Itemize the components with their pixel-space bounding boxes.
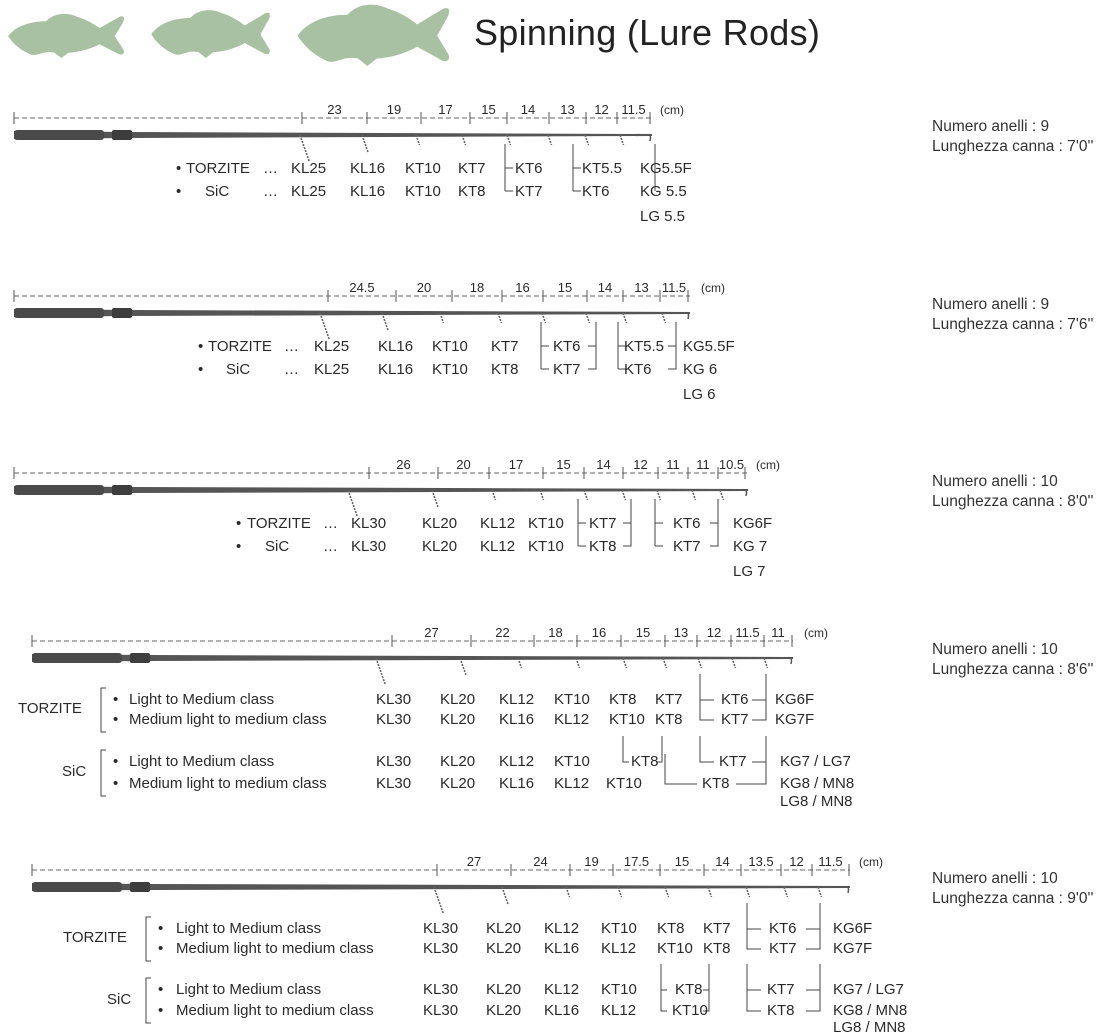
guide-spacing-label: 11: [771, 625, 785, 640]
guide-cell: KL16: [378, 338, 414, 355]
guide-cell: KT8: [631, 753, 659, 770]
guide-spacing-label: 15: [674, 854, 690, 869]
rod-guide: [348, 490, 357, 516]
guide-cell: KL30: [423, 920, 459, 937]
rings-count: Numero anelli : 10: [932, 473, 1058, 490]
bullet: •: [113, 753, 119, 770]
guide-cell: KT8: [589, 538, 617, 555]
rod-guide: [362, 135, 368, 153]
bracket-line: [710, 499, 718, 523]
guide-cell: KT6: [582, 183, 610, 200]
guide-cell: KT8: [458, 183, 486, 200]
guide-cell: KL12: [544, 981, 580, 998]
rod-length: Lunghezza canna : 9'0'': [932, 890, 1094, 907]
guide-cell: KT6: [553, 338, 581, 355]
rod-guide: [708, 887, 712, 897]
guide-cell: KG8 / MN8: [780, 775, 855, 792]
guide-spacing-label: 18: [469, 280, 485, 295]
guide-spacing-label: 19: [386, 102, 402, 117]
rod-guide: [434, 887, 443, 913]
guide-cell: KT7: [589, 515, 617, 532]
bracket-line: [703, 964, 709, 990]
guide-cell: KL20: [486, 940, 522, 957]
page-title: Spinning (Lure Rods): [474, 12, 821, 53]
guide-cell: KT10: [554, 691, 590, 708]
guide-spacing-label: 17: [508, 457, 524, 472]
guide-cell: KT8: [609, 691, 637, 708]
guide-cell: KL20: [440, 753, 476, 770]
bracket-line: [505, 144, 513, 168]
bracket-line: [655, 499, 663, 523]
ellipsis: …: [284, 361, 299, 378]
class-label: Medium light to medium class: [129, 775, 327, 792]
bullet: •: [158, 1002, 164, 1019]
rod-guide: [732, 658, 736, 668]
guide-spacing-label: 14: [715, 854, 730, 869]
guide-cell: KT10: [657, 940, 693, 957]
guide-cell: KL30: [376, 711, 412, 728]
bracket-line: [623, 499, 631, 523]
class-label: Light to Medium class: [176, 920, 322, 937]
guide-cell: KL16: [499, 711, 535, 728]
material-torzite: TORZITE: [63, 929, 127, 946]
guide-cell: KL20: [486, 981, 522, 998]
guide-cell: KG6F: [733, 515, 773, 532]
rod-diagram: [14, 112, 652, 161]
rod-guide: [548, 135, 552, 145]
guide-cell: KT7: [673, 538, 701, 555]
bracket-line: [661, 964, 667, 990]
guide-cell: KT8: [491, 361, 519, 378]
material-sic: SiC: [62, 763, 87, 780]
class-label: Medium light to medium class: [176, 1002, 374, 1019]
guide-cell: KL30: [351, 538, 387, 555]
rod-guide: [502, 887, 508, 905]
rod-guide: [764, 658, 768, 668]
guide-cell: KL16: [378, 361, 414, 378]
rod-diagram: [14, 467, 748, 516]
guide-cell: KG 5.5: [640, 183, 687, 200]
bullet: •: [113, 691, 119, 708]
guide-cell: KG5.5F: [683, 338, 735, 355]
guide-spacing-label: 26: [396, 457, 411, 472]
guide-spacing-label: 10.5: [718, 457, 745, 472]
bracket-line: [752, 700, 766, 720]
rod-guide: [620, 135, 624, 145]
material-sic: SiC: [265, 538, 290, 555]
bracket-line: [668, 346, 676, 369]
material-torzite: TORZITE: [247, 515, 311, 532]
rod-guide: [460, 658, 466, 676]
bullet: •: [113, 711, 119, 728]
ellipsis: …: [323, 515, 338, 532]
class-label: Medium light to medium class: [176, 940, 374, 957]
guide-cell: KT7: [515, 183, 543, 200]
rod-diagram: [32, 864, 850, 913]
rod-guide: [300, 135, 309, 161]
guide-spacing-label: 12: [789, 854, 804, 869]
bullet: •: [158, 981, 164, 998]
rod-guide: [784, 887, 788, 897]
guide-cell: KT10: [609, 711, 645, 728]
guide-cell: KT10: [672, 1002, 708, 1019]
guide-spacing-label: 27: [424, 625, 439, 640]
rod-handle: [14, 130, 104, 140]
rings-count: Numero anelli : 10: [932, 641, 1058, 658]
class-label: Light to Medium class: [129, 753, 275, 770]
bracket-line: [700, 736, 714, 762]
guide-cell: KL12: [601, 940, 637, 957]
guide-cell: KL30: [376, 775, 412, 792]
bracket-line: [541, 322, 549, 346]
guide-cell: KL30: [423, 1002, 459, 1019]
reel-seat: [112, 308, 132, 318]
guide-cell: KT10: [405, 183, 441, 200]
group-bracket: [146, 917, 151, 961]
unit-label: (cm): [701, 281, 725, 295]
guide-cell: KL25: [291, 183, 327, 200]
guide-cell: KT6: [769, 920, 797, 937]
guide-spacing-label: 23: [327, 102, 342, 117]
rod-diagram: [32, 635, 793, 684]
guide-cell: KT10: [405, 160, 441, 177]
bracket-line: [747, 903, 761, 949]
material-sic: SiC: [205, 183, 230, 200]
rod-guide: [692, 490, 696, 500]
bracket-line: [806, 990, 820, 1011]
guide-spacing-label: 16: [515, 280, 530, 295]
bracket-line: [747, 964, 761, 990]
guide-cell: KT10: [528, 538, 564, 555]
guide-cell: KT8: [703, 940, 731, 957]
guide-cell: KL20: [440, 711, 476, 728]
bracket-line: [578, 499, 586, 523]
rod-guide: [663, 658, 667, 668]
guide-cell: KL20: [422, 538, 458, 555]
material-torzite: TORZITE: [208, 338, 272, 355]
guide-cell: KG7F: [833, 940, 873, 957]
guide-cell: KL12: [499, 753, 535, 770]
guide-cell: KT7: [655, 691, 683, 708]
guide-cell: KT10: [432, 361, 468, 378]
guide-cell: KL30: [376, 753, 412, 770]
guide-cell: KT8: [655, 711, 683, 728]
rod-length: Lunghezza canna : 8'6'': [932, 661, 1094, 678]
bracket-line: [573, 144, 581, 168]
rod-handle: [32, 882, 122, 892]
guide-spacing-label: 24.5: [349, 280, 375, 295]
guide-cell: KT5.5: [624, 338, 665, 355]
rod-guide: [376, 658, 385, 684]
rod-length: Lunghezza canna : 7'6'': [932, 316, 1094, 333]
guide-cell: KT6: [673, 515, 701, 532]
rod-guide: [585, 135, 589, 145]
guide-cell: KT8: [702, 775, 730, 792]
guide-cell: KG8 / MN8: [833, 1002, 908, 1019]
rod-guide: [623, 313, 627, 323]
guide-cell: KL30: [376, 691, 412, 708]
guide-cell: KL12: [554, 711, 590, 728]
guide-spacing-label: 15: [556, 457, 571, 472]
guide-spacing-label: 12: [594, 102, 609, 117]
bracket-line: [710, 523, 718, 546]
guide-spacing-label: 18: [548, 625, 563, 640]
guide-cell: LG 5.5: [640, 208, 686, 225]
rod-handle: [32, 653, 122, 663]
guide-spacing-label: 14: [596, 457, 611, 472]
bullet: •: [236, 538, 242, 555]
rod-guide: [382, 313, 388, 331]
guide-cell: KL12: [544, 920, 580, 937]
group-bracket: [101, 688, 106, 732]
guide-cell: KG5.5F: [640, 160, 692, 177]
guide-cell: KT7: [553, 361, 581, 378]
guide-cell: KT7: [458, 160, 486, 177]
guide-cell: LG 7: [733, 563, 766, 580]
guide-cell: KT7: [719, 753, 747, 770]
rod-guide: [320, 313, 329, 339]
guide-cell: KL25: [314, 338, 350, 355]
guide-spacing-label: 11.5: [621, 102, 646, 117]
ellipsis: …: [323, 538, 338, 555]
unit-label: (cm): [756, 458, 780, 472]
guide-cell: KG6F: [833, 920, 873, 937]
guide-cell: KT10: [554, 753, 590, 770]
group-bracket: [146, 978, 151, 1023]
guide-cell: KT7: [767, 981, 795, 998]
guide-cell: LG8 / MN8: [780, 793, 853, 810]
guide-spacing-label: 22: [495, 625, 510, 640]
rod-guide: [662, 313, 666, 323]
rod-length: Lunghezza canna : 8'0'': [932, 493, 1094, 510]
guide-spacing-label: 11.5: [661, 280, 687, 295]
guide-cell: KT10: [601, 920, 637, 937]
rod-guide: [720, 490, 724, 500]
guide-cell: KL20: [440, 691, 476, 708]
bracket-line: [623, 523, 631, 546]
bracket-line: [752, 674, 766, 700]
rod-guide: [586, 313, 590, 323]
guide-cell: KL16: [544, 1002, 580, 1019]
bullet: •: [176, 183, 182, 200]
bracket-line: [588, 346, 596, 369]
guide-cell: KL12: [601, 1002, 637, 1019]
guide-cell: KL20: [422, 515, 458, 532]
rod-guide: [432, 490, 438, 508]
guide-spacing-label: 17.5: [623, 854, 650, 869]
reel-seat: [112, 485, 132, 495]
material-torzite: TORZITE: [186, 160, 250, 177]
class-label: Light to Medium class: [176, 981, 322, 998]
guide-cell: KL12: [554, 775, 590, 792]
guide-cell: KT6: [515, 160, 543, 177]
guide-cell: KT8: [767, 1002, 795, 1019]
ellipsis: …: [284, 338, 299, 355]
guide-cell: KG 7: [733, 538, 768, 555]
bullet: •: [158, 920, 164, 937]
guide-spacing-label: 11.5: [818, 854, 843, 869]
guide-spacing-label: 14: [597, 280, 613, 295]
guide-cell: KL20: [486, 920, 522, 937]
rod-guide: [698, 658, 702, 668]
bullet: •: [198, 338, 204, 355]
bullet: •: [113, 775, 119, 792]
guide-cell: KT7: [703, 920, 731, 937]
unit-label: (cm): [859, 855, 883, 869]
guide-spacing-label: 12: [633, 457, 648, 472]
unit-label: (cm): [660, 103, 684, 117]
rod-blank: [14, 131, 652, 139]
guide-cell: KT6: [624, 361, 652, 378]
guide-cell: KT10: [601, 981, 637, 998]
bracket-line: [747, 990, 761, 1011]
bracket-line: [806, 929, 820, 949]
rod-diagram: [14, 290, 690, 339]
bracket-line: [588, 322, 596, 346]
guide-spacing-label: 16: [591, 625, 607, 640]
ellipsis: …: [263, 160, 278, 177]
guide-spacing-label: 11: [696, 457, 710, 472]
guide-cell: KT7: [491, 338, 519, 355]
bullet: •: [158, 940, 164, 957]
guide-cell: KT10: [606, 775, 642, 792]
guide-cell: KL16: [499, 775, 535, 792]
rings-count: Numero anelli : 10: [932, 870, 1058, 887]
rod-handle: [14, 485, 104, 495]
guide-cell: KL12: [480, 538, 516, 555]
guide-cell: LG 6: [683, 386, 716, 403]
guide-spacing-label: 20: [456, 457, 471, 472]
reel-seat: [112, 130, 132, 140]
reel-seat: [130, 653, 150, 663]
guide-cell: KT6: [721, 691, 749, 708]
guide-cell: KL16: [544, 940, 580, 957]
rod-handle: [14, 308, 104, 318]
unit-label: (cm): [804, 626, 828, 640]
guide-cell: KG 6: [683, 361, 718, 378]
guide-cell: KL16: [350, 160, 386, 177]
guide-spacing-label: 13: [560, 102, 575, 117]
guide-cell: KT7: [721, 711, 749, 728]
bracket-line: [661, 990, 667, 1011]
guide-cell: KG6F: [775, 691, 815, 708]
rod-guide: [746, 887, 750, 897]
bracket-line: [668, 322, 676, 346]
rings-count: Numero anelli : 9: [932, 296, 1050, 313]
bullet: •: [198, 361, 204, 378]
bracket-line: [700, 674, 714, 720]
rings-count: Numero anelli : 9: [932, 118, 1050, 135]
guide-spacing-label: 17: [438, 102, 453, 117]
guide-cell: LG8 / MN8: [833, 1019, 906, 1036]
rod-length: Lunghezza canna : 7'0'': [932, 138, 1094, 155]
guide-cell: KL12: [480, 515, 516, 532]
guide-spacing-label: 24: [533, 854, 548, 869]
guide-spacing-label: 15: [635, 625, 651, 640]
class-label: Medium light to medium class: [129, 711, 327, 728]
guide-spacing-label: 19: [584, 854, 599, 869]
guide-spacing-label: 20: [416, 280, 432, 295]
guide-spacing-label: 13: [673, 625, 689, 640]
guide-spacing-label: 11: [666, 457, 680, 472]
material-sic: SiC: [107, 990, 132, 1008]
rod-guide: [622, 490, 626, 500]
guide-cell: KT5.5: [582, 160, 623, 177]
bracket-line: [623, 736, 629, 762]
bracket-line: [752, 736, 766, 762]
guide-cell: KG7 / LG7: [780, 753, 851, 770]
guide-cell: KL25: [314, 361, 350, 378]
material-sic: SiC: [226, 361, 251, 378]
reel-seat: [130, 882, 150, 892]
guide-spacing-label: 11.5: [735, 625, 760, 640]
guide-cell: KT10: [528, 515, 564, 532]
bracket-line: [806, 964, 820, 990]
guide-cell: KT8: [657, 920, 685, 937]
guide-cell: KL16: [350, 183, 386, 200]
guide-spacing-label: 27: [466, 854, 482, 869]
rod-guide: [818, 887, 822, 897]
ellipsis: …: [263, 183, 278, 200]
guide-cell: KL30: [423, 940, 459, 957]
guide-cell: KG7F: [775, 711, 815, 728]
guide-cell: KL25: [291, 160, 327, 177]
rod-guide: [657, 490, 661, 500]
guide-cell: KL20: [486, 1002, 522, 1019]
guide-cell: KL20: [440, 775, 476, 792]
class-label: Light to Medium class: [129, 691, 275, 708]
guide-cell: KL30: [351, 515, 387, 532]
guide-spacing-label: 13.5: [748, 854, 774, 869]
rod-blank: [32, 883, 850, 891]
group-bracket: [101, 750, 106, 796]
bullet: •: [236, 515, 242, 532]
guide-spacing-label: 14: [520, 102, 536, 117]
guide-cell: KG7 / LG7: [833, 981, 904, 998]
material-torzite: TORZITE: [18, 700, 82, 717]
guide-cell: KL30: [423, 981, 459, 998]
guide-cell: KT10: [432, 338, 468, 355]
guide-spacing-label: 15: [481, 102, 496, 117]
guide-spacing-label: 12: [706, 625, 722, 640]
guide-cell: KT8: [675, 981, 703, 998]
guide-spacing-label: 13: [634, 280, 649, 295]
bracket-line: [665, 754, 697, 784]
guide-cell: KL12: [499, 691, 535, 708]
guide-cell: KT7: [769, 940, 797, 957]
bullet: •: [176, 160, 182, 177]
guide-spacing-label: 15: [557, 280, 573, 295]
bracket-line: [806, 903, 820, 929]
